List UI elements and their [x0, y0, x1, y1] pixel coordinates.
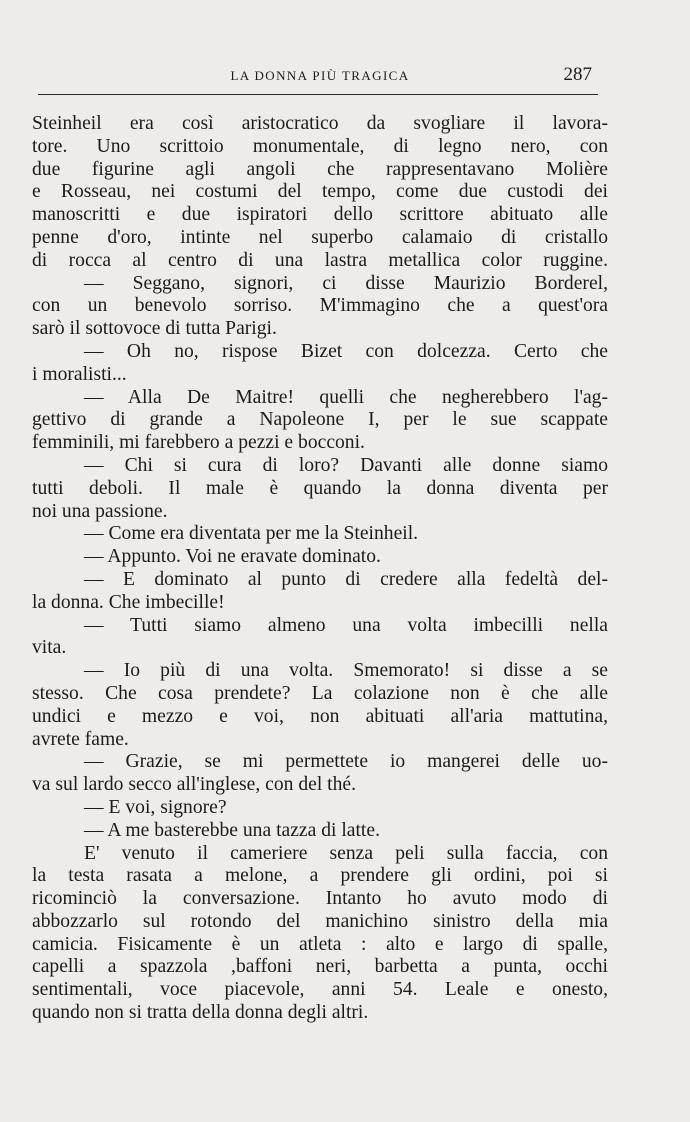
- text-line: — E voi, signore?: [84, 796, 227, 818]
- page-number: 287: [563, 64, 592, 85]
- text-line: — E dominato al punto di credere alla fedeltà del-: [84, 568, 608, 590]
- header-rule: [38, 94, 598, 95]
- text-line: noi una passione.: [32, 500, 168, 522]
- text-line: due figurine agli angoli che rappresentavano Molière: [32, 158, 608, 180]
- text-line: vita.: [32, 637, 67, 659]
- text-line: — Tutti siamo almeno una volta imbecilli nella: [84, 614, 608, 636]
- text-line: — Io più di una volta. Smemorato! si disse a se: [84, 660, 608, 682]
- text-line: capelli a spazzola ,baffoni neri, barbetta a punta, occhi: [32, 956, 608, 978]
- text-line: stesso. Che cosa prendete? La colazione non è che alle: [32, 682, 608, 704]
- text-line: ricominciò la conversazione. Intanto ho avuto modo di: [32, 888, 608, 910]
- text-line: sentimentali, voce piacevole, anni 54. Leale e onesto,: [32, 979, 608, 1001]
- text-line: Steinheil era così aristocratico da svogliare il lavora-: [32, 113, 608, 134]
- text-line: tutti deboli. Il male è quando la donna diventa per: [32, 477, 608, 499]
- text-line: — Grazie, se mi permettete io mangerei delle uo-: [84, 751, 608, 773]
- text-line: sarò il sottovoce di tutta Parigi.: [32, 318, 277, 340]
- text-line: i moralisti...: [32, 363, 127, 385]
- page-header: [40, 64, 600, 92]
- text-line: di rocca al centro di una lastra metallica color ruggine.: [32, 249, 608, 271]
- text-line: E' venuto il cameriere senza peli sulla faccia, con: [84, 842, 608, 864]
- running-title: LA DONNA PIÙ TRAGICA: [230, 68, 410, 83]
- text-line: — Come era diventata per me la Steinheil.: [84, 523, 419, 545]
- text-line: manoscritti e due ispiratori dello scrittore abituato alle: [32, 204, 608, 226]
- text-line: tore. Uno scrittoio monumentale, di legno nero, con: [32, 135, 608, 157]
- text-line: — A me basterebbe una tazza di latte.: [84, 819, 380, 841]
- text-line: abbozzarlo sul rotondo del manichino sinistro della mia: [32, 910, 608, 932]
- text-line: femminili, mi farebbero a pezzi e bocconi.: [32, 432, 365, 454]
- text-line: avrete fame.: [32, 728, 129, 750]
- text-line: gettivo di grande a Napoleone I, per le sue scappate: [32, 409, 608, 431]
- text-line: penne d'oro, intinte nel superbo calamaio di cristallo: [32, 226, 608, 248]
- text-line: quando non si tratta della donna degli altri.: [32, 1002, 369, 1024]
- text-line: camicia. Fisicamente è un atleta : alto e largo di spalle,: [32, 933, 608, 955]
- text-line: e Rosseau, nei costumi del tempo, come due custodi dei: [32, 181, 608, 203]
- text-line: — Oh no, rispose Bizet con dolcezza. Certo che: [84, 340, 608, 362]
- text-line: va sul lardo secco all'inglese, con del thé.: [32, 774, 356, 796]
- text-line: undici e mezzo e voi, non abituati all'aria mattutina,: [32, 705, 608, 727]
- text-line: la testa rasata a melone, a prendere gli ordini, poi si: [32, 865, 608, 887]
- text-line: — Appunto. Voi ne eravate dominato.: [84, 546, 381, 568]
- text-line: con un benevolo sorriso. M'immagino che a quest'ora: [32, 295, 608, 317]
- text-line: — Chi si cura di loro? Davanti alle donne siamo: [84, 454, 608, 476]
- body-text: [32, 113, 608, 1025]
- text-line: — Seggano, signori, ci disse Maurizio Borderel,: [84, 272, 608, 294]
- text-line: la donna. Che imbecille!: [32, 591, 225, 613]
- text-line: — Alla De Maitre! quelli che negherebbero l'ag-: [84, 386, 608, 408]
